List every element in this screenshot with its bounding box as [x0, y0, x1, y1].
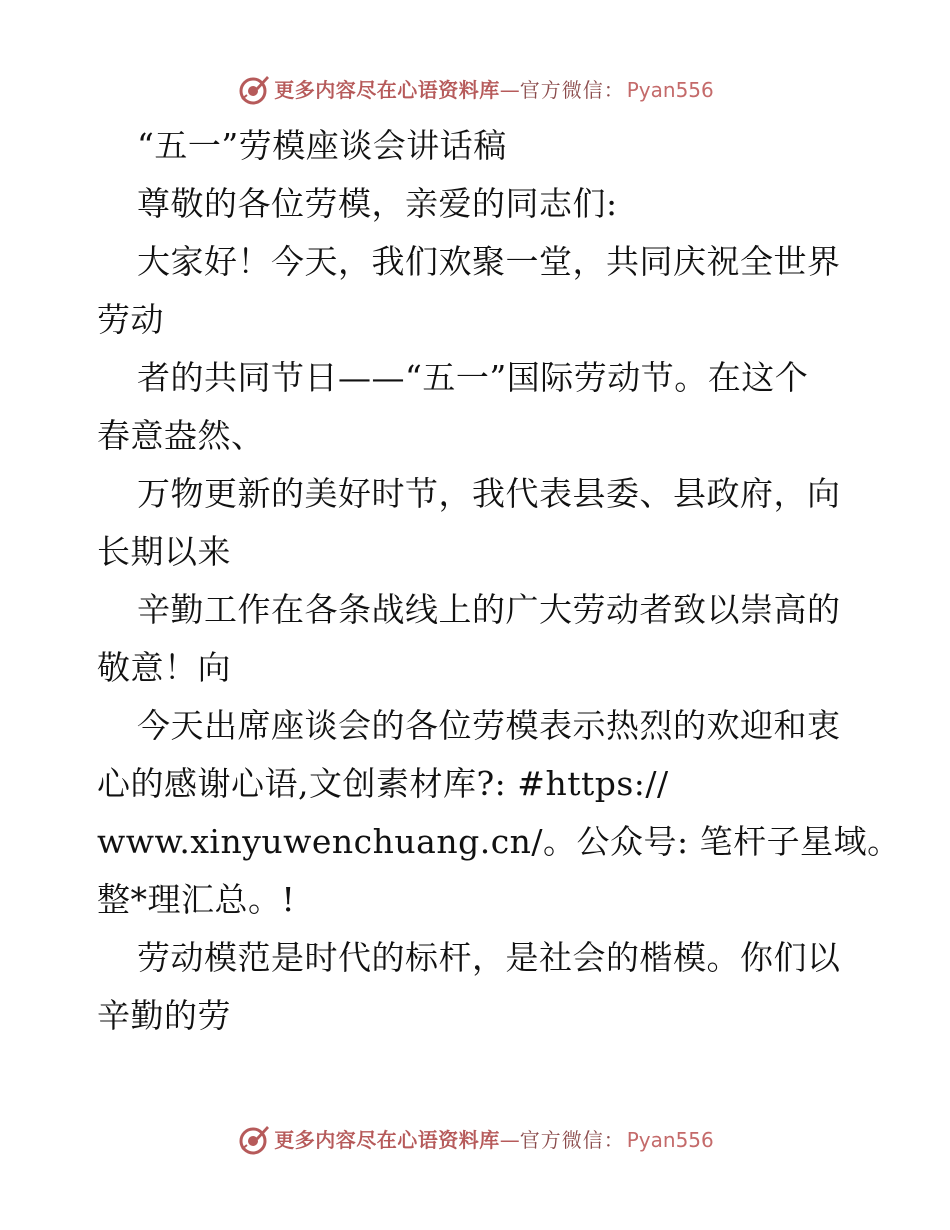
footer-banner	[0, 1120, 950, 1160]
paragraph-line: 劳动模范是时代的标杆，是社会的楷模。你们以	[137, 938, 841, 977]
paragraph-line: 辛勤工作在各条战线上的广大劳动者致以崇高的	[137, 590, 841, 629]
paragraph-line: 辛勤的劳	[97, 996, 231, 1035]
banner-dash: —	[499, 78, 520, 102]
paragraph-line: 长期以来	[97, 532, 231, 571]
pen-logo-icon	[236, 1123, 270, 1157]
banner-official-label: 官方微信：	[519, 78, 625, 102]
header-banner	[0, 70, 950, 110]
document-body	[97, 117, 901, 1045]
paragraph-line: 春意盎然、	[97, 416, 265, 455]
paragraph-line: 今天出席座谈会的各位劳模表示热烈的欢迎和衷	[137, 706, 841, 745]
paragraph-line: 者的共同节日——“五一”国际劳动节。在这个	[137, 358, 809, 397]
pen-logo-icon	[236, 73, 270, 107]
paragraph-line: 敬意！向	[97, 648, 231, 687]
banner-dash: —	[499, 1128, 520, 1152]
banner-wechat-id: Pyan556	[626, 78, 714, 102]
salutation: 尊敬的各位劳模，亲爱的同志们:	[137, 184, 618, 223]
banner-wechat-id: Pyan556	[626, 1128, 714, 1152]
paragraph-line: 劳动	[97, 300, 164, 339]
paragraph-line: 整*理汇总。!	[97, 880, 296, 919]
banner-main-text: 更多内容尽在心语资料库	[274, 78, 500, 102]
document-title: “五一”劳模座谈会讲话稿	[137, 126, 507, 165]
banner-main-text: 更多内容尽在心语资料库	[274, 1128, 500, 1152]
paragraph-line: 大家好！今天，我们欢聚一堂，共同庆祝全世界	[137, 242, 841, 281]
paragraph-line: 心的感谢心语,文创素材库?: #https://	[97, 764, 669, 803]
paragraph-line: www.xinyuwenchuang.cn/。公众号: 笔杆子星域。	[97, 822, 901, 861]
paragraph-line: 万物更新的美好时节，我代表县委、县政府，向	[137, 474, 841, 513]
banner-official-label: 官方微信：	[519, 1128, 625, 1152]
